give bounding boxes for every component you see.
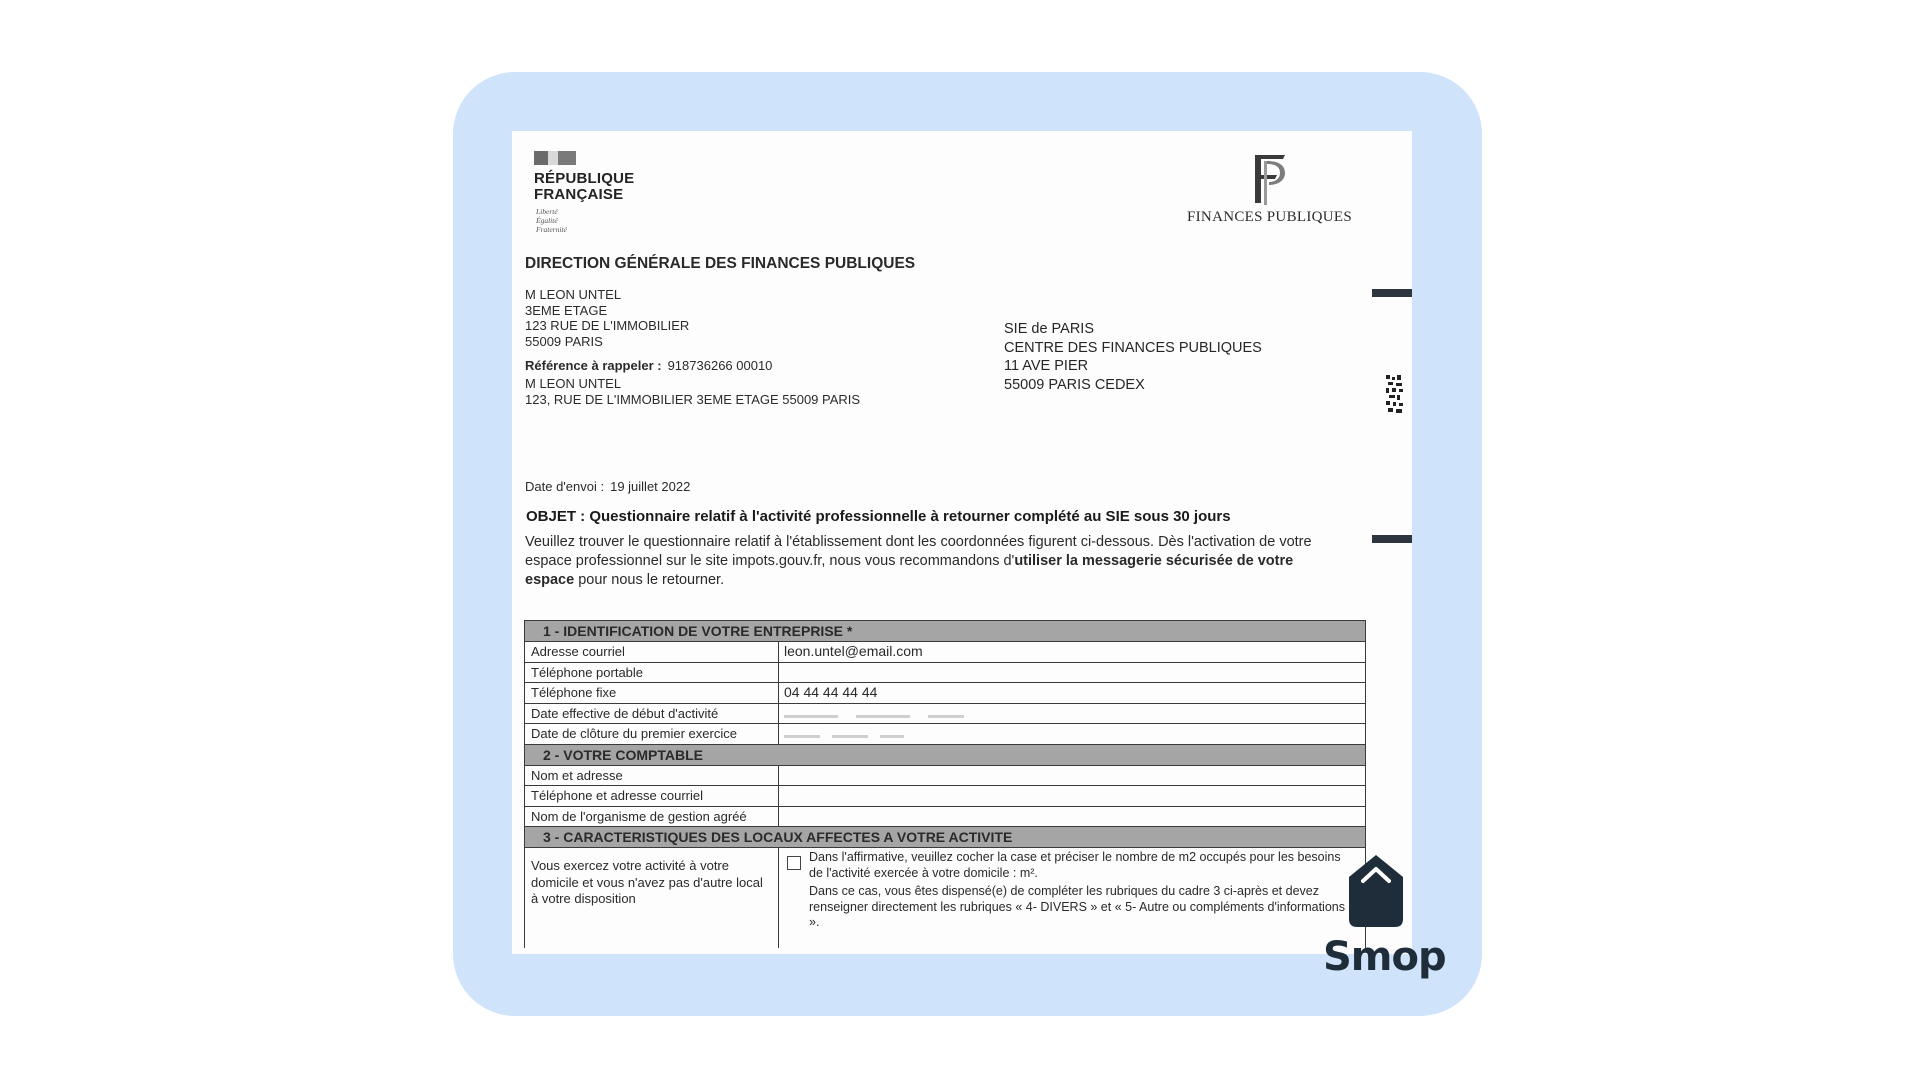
reference-identity <box>525 376 860 408</box>
home-activity-note: Dans ce cas, vous êtes dispensé(e) de compléter les rubriques du cadre 3 ci-après et devez renseigner directement les rubriques « 4- DIVERS » et « 5- Autre ou compléments d'informations ». <box>809 884 1345 929</box>
home-activity-details <box>779 848 1365 948</box>
email-field[interactable]: leon.untel@email.com <box>784 643 923 659</box>
redacted-value <box>784 735 904 738</box>
send-date-label: Date d'envoi : <box>525 479 605 494</box>
reference-value: 918736266 00010 <box>667 358 773 373</box>
form-row <box>525 766 1365 787</box>
sender-address <box>1004 320 1262 394</box>
field-label: Nom de l'organisme de gestion agréé <box>525 807 779 827</box>
finances-publiques-logo-icon <box>1245 151 1293 207</box>
reference-name: M LEON UNTEL <box>525 376 622 391</box>
direction-title: DIRECTION GÉNÉRALE DES FINANCES PUBLIQUES <box>525 255 916 272</box>
scan-marker <box>1372 535 1412 543</box>
recipient-line: 123 RUE DE L'IMMOBILIER <box>525 318 690 333</box>
send-date <box>525 479 690 494</box>
field-label: Date de clôture du premier exercice <box>525 724 779 744</box>
recipient-line: 55009 PARIS <box>525 333 603 349</box>
section-1-header: 1 - IDENTIFICATION DE VOTRE ENTREPRISE * <box>525 621 1365 642</box>
activity-start-date-field[interactable] <box>779 704 1365 724</box>
section-2-header: 2 - VOTRE COMPTABLE <box>525 745 1365 766</box>
form-row <box>525 807 1365 828</box>
sender-line: CENTRE DES FINANCES PUBLIQUES <box>1004 339 1262 356</box>
form-row <box>525 786 1365 807</box>
sender-line: SIE de PARIS <box>1004 321 1094 337</box>
field-label: Adresse courriel <box>525 642 779 662</box>
smop-brand-name: Smop <box>1323 934 1446 980</box>
form-row <box>525 663 1365 684</box>
field-label: Téléphone portable <box>525 663 779 683</box>
form-row <box>525 724 1365 745</box>
sender-line: 55009 PARIS CEDEX <box>1004 376 1145 393</box>
redacted-value <box>784 715 964 718</box>
mobile-phone-field[interactable] <box>779 663 1365 683</box>
intro-emphasis: utiliser la messagerie sécurisée de votre espace <box>525 553 1294 588</box>
republique-francaise-title: RÉPUBLIQUE FRANÇAISE <box>534 170 635 203</box>
finances-publiques-name: FINANCES PUBLIQUES <box>1187 209 1353 225</box>
recipient-line: M LEON UNTEL <box>525 287 622 302</box>
accountant-phone-email-field[interactable] <box>779 786 1365 806</box>
form-row <box>525 704 1365 725</box>
intro-text-end: pour nous le retourner. <box>574 572 725 588</box>
field-label: Téléphone et adresse courriel <box>525 786 779 806</box>
first-closing-date-field[interactable] <box>779 724 1365 744</box>
reference-row <box>525 358 772 373</box>
home-activity-instructions: Dans l'affirmative, veuillez cocher la case et préciser le nombre de m2 occupés pour les besoins de l'activité exercée à votre domicile : m². <box>809 850 1341 880</box>
field-label: Nom et adresse <box>525 766 779 786</box>
form-row <box>525 642 1365 663</box>
home-activity-row <box>525 848 1365 948</box>
questionnaire-form <box>524 620 1366 948</box>
form-row <box>525 683 1365 704</box>
management-body-field[interactable] <box>779 807 1365 827</box>
letter-intro <box>525 533 1345 590</box>
accountant-name-address-field[interactable] <box>779 766 1365 786</box>
scan-marker <box>1372 289 1412 297</box>
section-3-header: 3 - CARACTERISTIQUES DES LOCAUX AFFECTES A VOTRE ACTIVITE <box>525 827 1365 848</box>
reference-label: Référence à rappeler : <box>525 358 662 373</box>
marianne-logo-icon <box>534 151 576 165</box>
reference-address: 123, RUE DE L'IMMOBILIER 3EME ETAGE 55009 PARIS <box>525 392 861 407</box>
shopping-bag-icon <box>1341 851 1411 931</box>
tax-letter-document <box>512 131 1412 954</box>
recipient-address <box>525 287 689 349</box>
field-label: Date effective de début d'activité <box>525 704 779 724</box>
datamatrix-code-icon <box>1386 375 1404 415</box>
intro-text: Veuillez trouver le questionnaire relatif à l'établissement dont les coordonnées figurent ci-dessous. Dès l'activation de votre espace professionnel sur le site impots.gouv.fr, nous vous recommandons d' <box>525 534 1312 569</box>
home-activity-label: Vous exercez votre activité à votre domicile et vous n'avez pas d'autre local à votre disposition <box>525 848 779 948</box>
letter-subject: OBJET : Questionnaire relatif à l'activité professionnelle à retourner complété au SIE sous 30 jours <box>526 508 1231 525</box>
recipient-line: 3EME ETAGE <box>525 302 608 318</box>
republique-motto: Liberté Égalité Fraternité <box>536 207 567 234</box>
field-label: Téléphone fixe <box>525 683 779 703</box>
send-date-value: 19 juillet 2022 <box>610 479 691 494</box>
sender-line: 11 AVE PIER <box>1004 358 1089 374</box>
landline-phone-field[interactable]: 04 44 44 44 44 <box>784 684 878 700</box>
home-activity-checkbox[interactable] <box>787 856 801 870</box>
